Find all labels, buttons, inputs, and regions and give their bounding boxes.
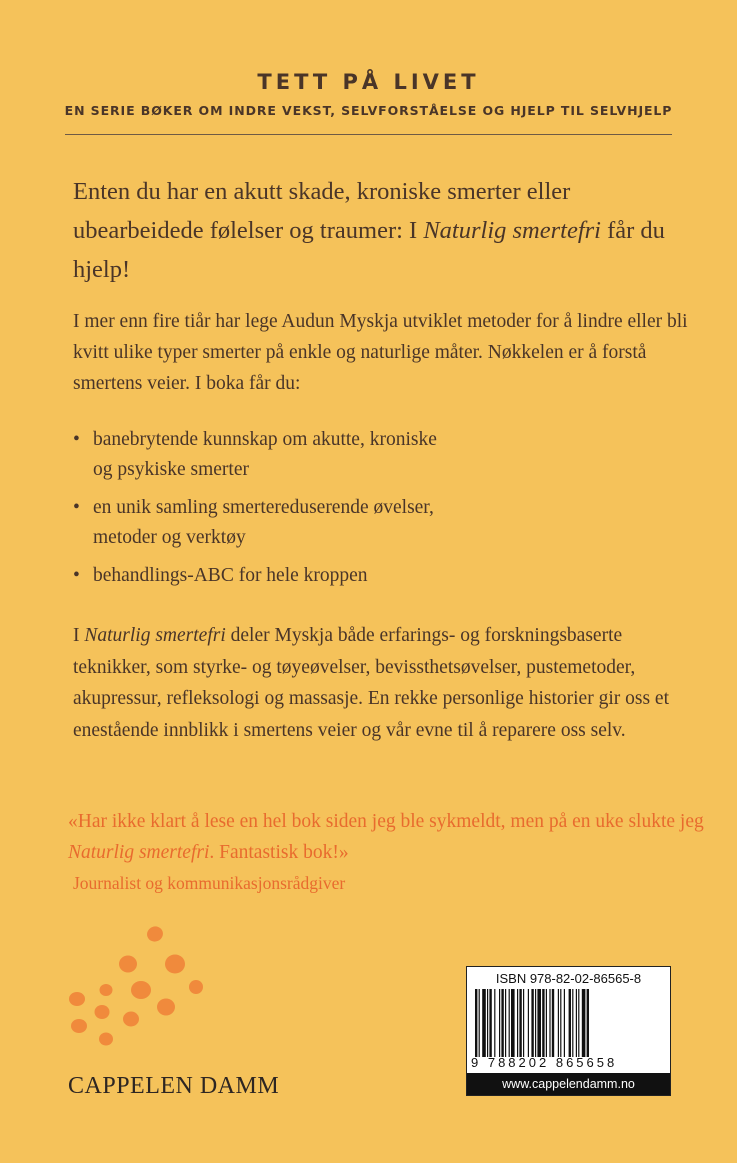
list-item-line1: banebrytende kunnskap om akutte, kroniske — [93, 429, 437, 450]
body-book-title: Naturlig smertefri — [84, 625, 226, 646]
list-item-line2: metoder og verktøy — [93, 527, 246, 548]
review-quote — [68, 806, 708, 868]
lead-book-title: Naturlig smertefri — [423, 217, 601, 244]
body-text-prefix: I — [73, 625, 85, 646]
barcode — [466, 966, 671, 1096]
bullet-icon: • — [73, 429, 80, 450]
quote-source: Journalist og kommunikasjonsrådgiver — [73, 873, 346, 893]
publisher-website: www.cappelendamm.no — [467, 1073, 670, 1095]
bullet-icon: • — [73, 497, 80, 518]
quote-book-title: Naturlig smertefri — [68, 842, 210, 863]
list-item — [73, 425, 693, 485]
lead-text-part2: får du hjelp! — [73, 217, 665, 283]
body-paragraph — [73, 620, 703, 746]
lead-paragraph — [73, 172, 693, 289]
series-subtitle: EN SERIE BØKER OM INDRE VEKST, SELVFORSTÅELSE OG HJELP TIL SELVHJELP — [64, 103, 673, 118]
quote-text-part1: «Har ikke klart å lese en hel bok siden jeg ble sykmeldt, men på en uke slukte jeg — [68, 811, 704, 832]
isbn-label: ISBN 978-82-02-86565-8 — [495, 971, 642, 986]
divider-rule — [65, 134, 672, 135]
dots-logo-icon — [62, 918, 222, 1053]
list-item-line1: en unik samling smertereduserende øvelser, — [93, 497, 434, 518]
benefit-list — [73, 425, 693, 599]
list-item — [73, 561, 693, 591]
lead-text-part1: Enten du har en akutt skade, kroniske smerter eller ubearbeidede følelser og traumer: I — [73, 178, 571, 244]
list-item-line1: behandlings-ABC for hele kroppen — [93, 565, 368, 586]
list-item-line2: og psykiske smerter — [93, 459, 249, 480]
body-text-rest: deler Myskja både erfarings- og forskningsbaserte teknikker, som styrke- og tøyeøvelser, bevissthetsøvelser, pustemetoder, akupressur, refleksologi og massasje. En rekke personlige historier gir oss et enestående innblikk i smertens veier og vår evne til å reparere oss selv. — [73, 625, 669, 741]
series-title: TETT PÅ LIVET — [257, 70, 480, 94]
list-item — [73, 493, 693, 553]
publisher-logo: CAPPELEN DAMM — [68, 1073, 280, 1099]
isbn-digits: 9 788202 865658 — [471, 1055, 618, 1070]
barcode-bars-icon — [475, 989, 663, 1057]
bullet-icon: • — [73, 565, 80, 586]
quote-text-part2: . Fantastisk bok!» — [209, 842, 349, 863]
intro-paragraph: I mer enn fire tiår har lege Audun Myskja utviklet metoder for å lindre eller bli kvitt ulike typer smerter på enkle og naturlige måter. Nøkkelen er å forstå smertens veier. I boka får du: — [73, 311, 688, 394]
